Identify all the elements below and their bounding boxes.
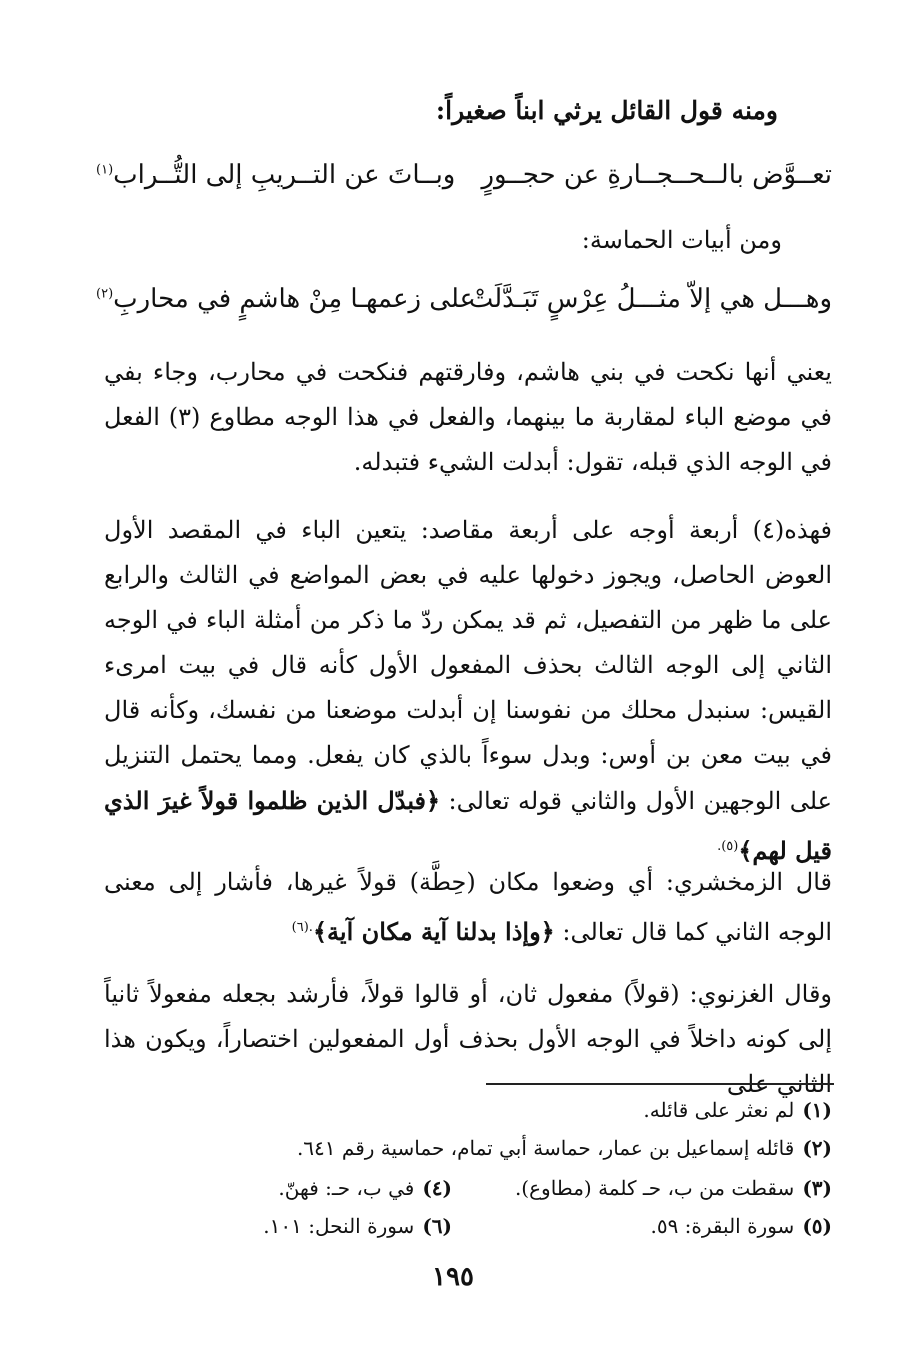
footnote-4: (٤)في ب، حـ: فهنّ.	[278, 1176, 452, 1200]
quran-quote-2: ﴿وإذا بدلنا آية مكان آية﴾	[312, 917, 555, 946]
paragraph-2	[104, 508, 832, 874]
paragraph-4-text: وقال الغزنوي: (قولاً) مفعول ثان، أو قالوا قولاً، فأرشد بجعله مفعولاً ثانياً إلى كونه داخلاً في الوجه الأول بحذف أول المفعولين اختصاراً، ويكون هذا الثاني على	[104, 980, 833, 1098]
footnote-ref-2: (٢)	[96, 286, 114, 302]
footnote-5: (٥)سورة البقرة: ٥٩.	[650, 1214, 832, 1238]
intro-line-2: ومن أبيات الحماسة:	[581, 226, 782, 254]
intro-line-1: ومنه قول القائل يرثي ابناً صغيراً:	[435, 96, 778, 125]
paragraph-3-text: قال الزمخشري: أي وضعوا مكان (حِطَّة) قولاً غيرها، فأشار إلى معنى الوجه الثاني كما قال تعالى: ﴿وإذا بدلنا آية مكان آية﴾$^{.(٦)}$	[104, 868, 832, 946]
footnote-1: (١)لم نعثر على قائله.	[643, 1098, 832, 1122]
footnote-row-5-6	[100, 1214, 832, 1238]
page-number: ١٩٥	[432, 1262, 474, 1292]
verse-1	[96, 160, 832, 204]
footnote-ref-6: .(٦)	[291, 920, 313, 935]
verse-2-second-hemistich: على زعمهـا مِنْ هاشمٍ في محاربِ$^{(٢)}$	[96, 284, 476, 314]
footnote-2: (٢)قائله إسماعيل بن عمار، حماسة أبي تمام، حماسية رقم ٦٤١.	[296, 1136, 832, 1160]
verse-2	[96, 284, 832, 328]
quran-quote-1: ﴿فبدّل الذين ظلموا قولاً غيرَ الذي قيل لهم﴾	[104, 786, 832, 865]
paragraph-4	[104, 972, 832, 1107]
footnote-divider	[486, 1083, 834, 1085]
paragraph-1-text: يعني أنها نكحت في بني هاشم، وفارقتهم فنكحت في محارب، وجاء بفي في موضع الباء لمقاربة ما بينهما، والفعل في هذا الوجه مطاوع (٣) الفعل في الوجه الذي قبله، تقول: أبدلت الشيء فتبدله.	[104, 358, 832, 476]
verse-1-first-hemistich: تعــوَّض بالــحــجــارةِ عن حجــورٍ	[481, 160, 832, 190]
paragraph-3	[104, 860, 832, 955]
paragraph-1	[104, 350, 832, 485]
footnote-ref-5: (٥).	[717, 839, 739, 854]
footnote-ref-1: (١)	[96, 162, 114, 178]
paragraph-2-text: فهذه(٤) أربعة أوجه على أربعة مقاصد: يتعين الباء في المقصد الأول العوض الحاصل، ويجوز دخولها عليه في بعض المواضع في الثالث والرابع على ما ظهر من التفصيل، ثم قد يمكن ردّ ما ذكر من أمثلة الباء في الوجه الثاني إلى الوجه الثالث بحذف المفعول الأول كأنه قال في بيت امرىء القيس: سنبدل محلك من نفوسنا إن أبدلت موضعنا من نفسك، وكأنه قال في بيت معن بن أوس: وبدل سوءاً بالذي كان يفعل. ومما يحتمل التنزيل على الوجهين الأول والثاني قوله تعالى: ﴿فبدّل الذين ظلموا قولاً غيرَ الذي قيل لهم﴾$^{(٥).}$	[104, 516, 832, 865]
verse-1-second-hemistich: وبــاتَ عن التــريبِ إلى التُّــراب$^{(١)}$	[96, 160, 456, 190]
verse-2-first-hemistich: وهـــل هي إلاّ مثـــلُ عِرْسٍ تَبَـدَّلَتْ	[468, 284, 832, 314]
footnote-6: (٦)سورة النحل: ١٠١.	[263, 1214, 452, 1238]
footnote-row-3-4	[100, 1176, 832, 1200]
footnote-3: (٣)سقطت من ب، حـ كلمة (مطاوع).	[514, 1176, 832, 1200]
